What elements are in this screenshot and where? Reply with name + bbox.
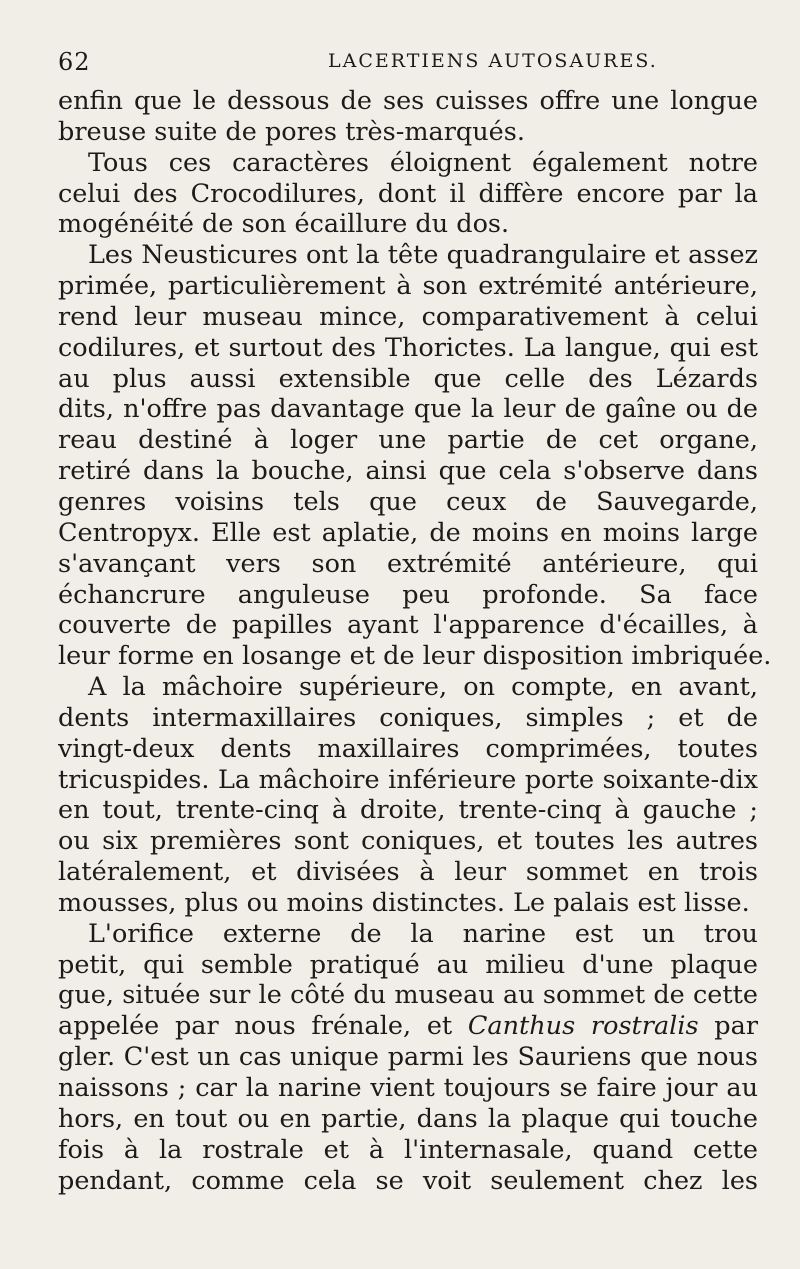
text-line: gler. C'est un cas unique parmi les Sauriens que nous <box>58 1042 758 1073</box>
text-line: hors, en tout ou en partie, dans la plaque qui touche <box>58 1103 758 1134</box>
text-line: tricuspides. La mâchoire inférieure porte soixante-dix <box>58 764 758 795</box>
text-line: mousses, plus ou moins distinctes. Le palais est lisse. <box>58 887 750 918</box>
text-line: Centropyx. Elle est aplatie, de moins en moins large <box>58 517 758 548</box>
text-line: retiré dans la bouche, ainsi que cela s'observe dans <box>58 456 758 487</box>
text-line: Tous ces caractères éloignent également notre <box>88 147 758 178</box>
text-line: A la mâchoire supérieure, on compte, en avant, <box>88 672 758 703</box>
text-line: dents intermaxillaires coniques, simples ; et de <box>58 702 758 733</box>
text-line: appelée par nous frénale, et Canthus rostralis par <box>58 1011 758 1042</box>
text-line: vingt-deux dents maxillaires comprimées, toutes <box>58 733 758 764</box>
text-line: Les Neusticures ont la tête quadrangulaire et assez <box>88 240 758 271</box>
text-line: primée, particulièrement à son extrémité antérieure, <box>58 271 758 302</box>
text-line: leur forme en losange et de leur disposition imbriquée. <box>58 641 772 672</box>
page-header <box>58 48 758 80</box>
italic-term: Canthus rostralis <box>467 1011 699 1042</box>
text-line: enfin que le dessous de ses cuisses offre une longue <box>58 86 758 116</box>
text-line: codilures, et surtout des Thorictes. La langue, qui est <box>58 332 758 363</box>
running-title: LACERTIENS AUTOSAURES. <box>328 50 658 72</box>
text-line: naissons ; car la narine vient toujours se faire jour au <box>58 1073 758 1103</box>
text-line: gue, située sur le côté du museau au sommet de cette <box>58 980 758 1011</box>
text-line: latéralement, et divisées à leur sommet en trois <box>58 857 758 888</box>
text-line: fois à la rostrale et à l'internasale, quand cette <box>58 1134 758 1165</box>
text-line: celui des Crocodilures, dont il diffère encore par la <box>58 178 758 209</box>
text-line: couverte de papilles ayant l'apparence d'écailles, à <box>58 610 758 641</box>
text-line: rend leur museau mince, comparativement à celui <box>58 301 758 332</box>
body-text <box>58 86 772 1196</box>
text-line: pendant, comme cela se voit seulement chez les <box>58 1165 758 1196</box>
text-line: s'avançant vers son extrémité antérieure, qui <box>58 548 758 579</box>
text-line: au plus aussi extensible que celle des Lézards <box>58 363 758 394</box>
text-line: mogénéité de son écaillure du dos. <box>58 209 510 240</box>
text-line: dits, n'offre pas davantage que la leur de gaîne ou de <box>58 394 758 425</box>
text-line: genres voisins tels que ceux de Sauvegarde, <box>58 486 758 517</box>
page-number: 62 <box>58 48 91 76</box>
text-line: L'orifice externe de la narine est un trou <box>88 918 758 949</box>
text-line: petit, qui semble pratiqué au milieu d'une plaque <box>58 949 758 980</box>
text-line: échancrure anguleuse peu profonde. Sa face <box>58 579 758 610</box>
text-line: en tout, trente-cinq à droite, trente-cinq à gauche ; <box>58 795 758 826</box>
text-line: reau destiné à loger une partie de cet organe, <box>58 425 758 456</box>
text-line: breuse suite de pores très-marqués. <box>58 116 525 147</box>
text-line: ou six premières sont coniques, et toutes les autres <box>58 826 758 857</box>
